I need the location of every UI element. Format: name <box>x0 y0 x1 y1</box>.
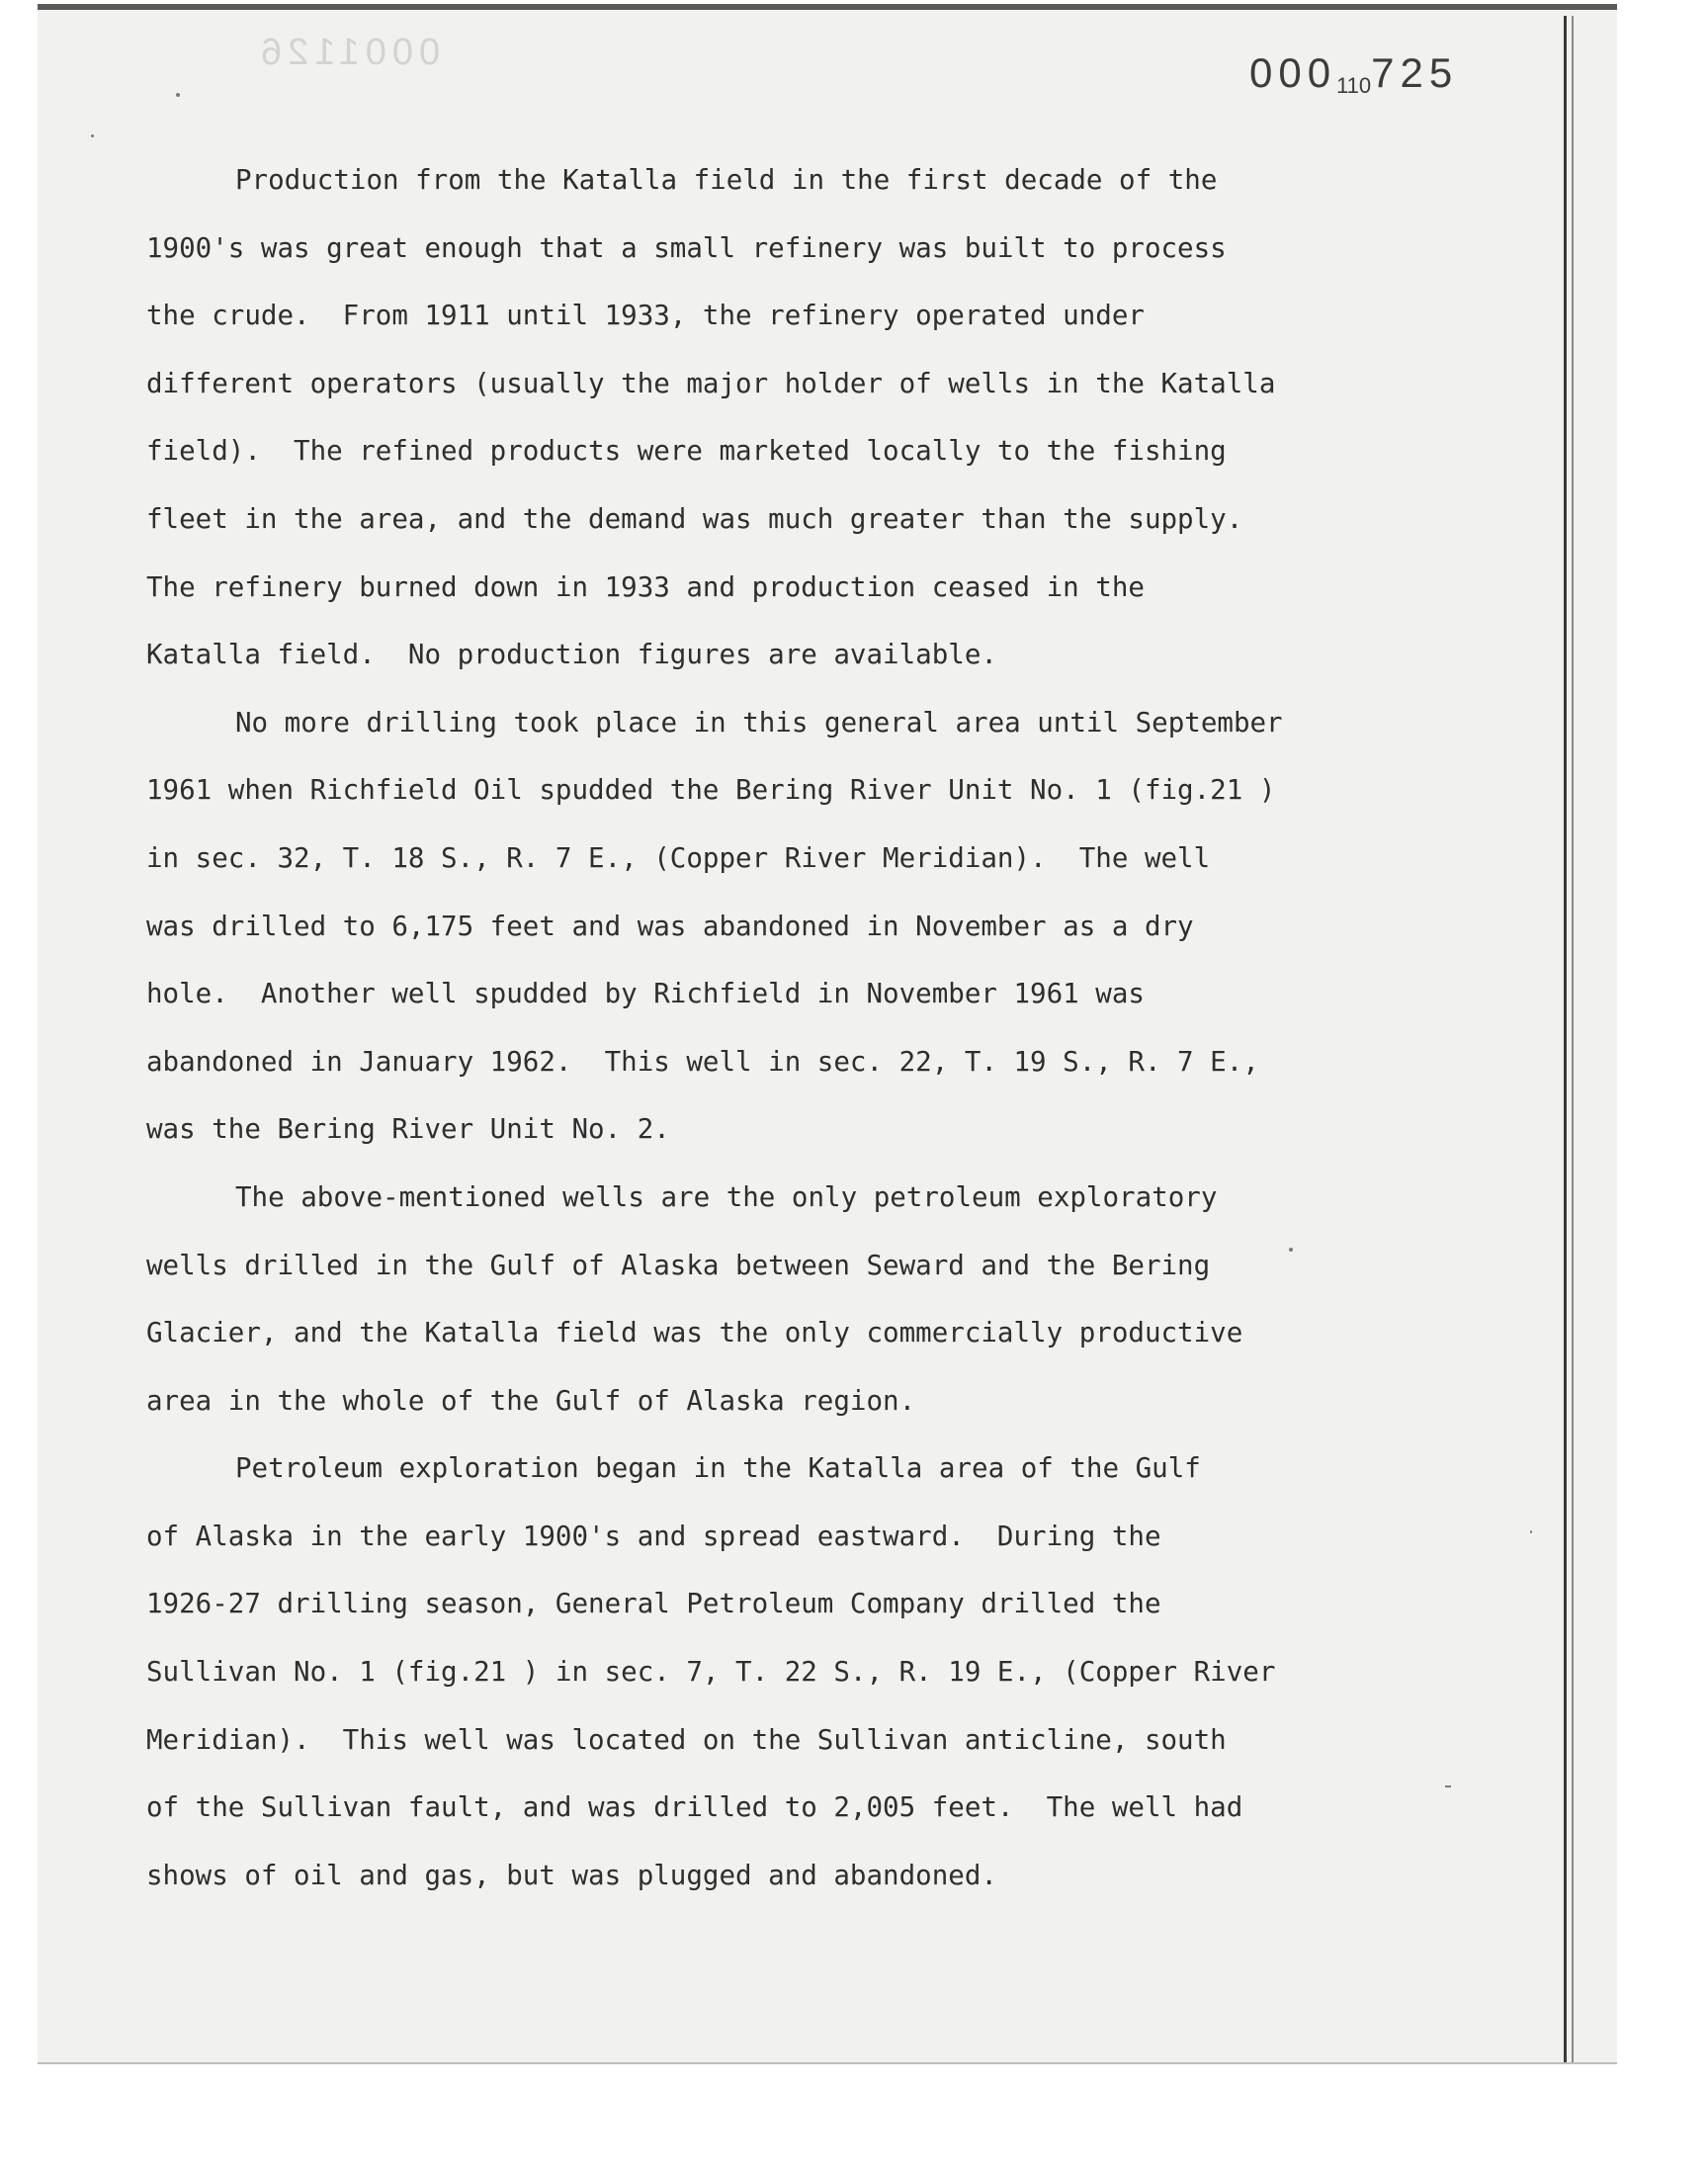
body-text <box>146 146 1332 1909</box>
page-number-small: 110 <box>1336 73 1372 98</box>
text-line: 1926-27 drilling season, General Petroleum Company drilled the <box>146 1588 1161 1620</box>
page-bottom-edge <box>38 2062 1617 2064</box>
scan-speck <box>91 134 94 137</box>
page-number-prefix: 000 <box>1249 49 1337 96</box>
scan-speck <box>1530 1530 1532 1533</box>
text-line: different operators (usually the major holder of wells in the Katalla <box>146 367 1276 399</box>
text-line: 1961 when Richfield Oil spudded the Bering River Unit No. 1 (fig.21 ) <box>146 774 1276 807</box>
text-line: was drilled to 6,175 feet and was abandoned in November as a dry <box>146 910 1194 942</box>
text-line: Sullivan No. 1 (fig.21 ) in sec. 7, T. 22 S., R. 19 E., (Copper River <box>146 1656 1276 1689</box>
scan-speck <box>176 93 180 97</box>
text-line: in sec. 32, T. 18 S., R. 7 E., (Copper River Meridian). The well <box>146 841 1211 874</box>
paragraph-4 <box>146 1435 1332 1909</box>
text-line: area in the whole of the Gulf of Alaska region. <box>146 1384 916 1417</box>
scan-speck <box>1289 1248 1293 1252</box>
text-line: Production from the Katalla field in the first decade of the <box>235 164 1218 196</box>
page-number-suffix: 725 <box>1371 49 1459 96</box>
scan-speck <box>1445 1785 1451 1787</box>
text-line: wells drilled in the Gulf of Alaska between Seward and the Bering <box>146 1249 1211 1281</box>
bleed-through-number: 0001126 <box>255 32 441 73</box>
text-line: of the Sullivan fault, and was drilled to 2,005 feet. The well had <box>146 1791 1243 1824</box>
text-line: of Alaska in the early 1900's and spread eastward. During the <box>146 1520 1161 1552</box>
text-line: was the Bering River Unit No. 2. <box>146 1113 670 1146</box>
text-line: hole. Another well spudded by Richfield in November 1961 was <box>146 978 1145 1010</box>
text-line: 1900's was great enough that a small refinery was built to process <box>146 231 1227 264</box>
page-number <box>1249 49 1458 99</box>
paragraph-2 <box>146 689 1332 1164</box>
text-line: The above-mentioned wells are the only petroleum exploratory <box>235 1180 1218 1213</box>
text-line: shows of oil and gas, but was plugged and abandoned. <box>146 1859 997 1891</box>
text-line: fleet in the area, and the demand was much greater than the supply. <box>146 502 1243 535</box>
paragraph-1 <box>146 146 1332 689</box>
text-line: the crude. From 1911 until 1933, the refinery operated under <box>146 300 1145 332</box>
text-line: Meridian). This well was located on the Sullivan anticline, south <box>146 1723 1227 1756</box>
text-line: Glacier, and the Katalla field was the only commercially productive <box>146 1317 1243 1349</box>
text-line: No more drilling took place in this general area until September <box>235 706 1283 739</box>
text-line: abandoned in January 1962. This well in sec. 22, T. 19 S., R. 7 E., <box>146 1045 1259 1078</box>
text-line: The refinery burned down in 1933 and production ceased in the <box>146 570 1145 603</box>
page-edge-shadow <box>1564 16 1567 2062</box>
paragraph-3 <box>146 1164 1332 1435</box>
text-line: Katalla field. No production figures are available. <box>146 639 997 671</box>
text-line: Petroleum exploration began in the Katalla area of the Gulf <box>235 1452 1201 1485</box>
text-line: field). The refined products were marketed locally to the fishing <box>146 435 1227 468</box>
page-edge-line <box>1572 16 1574 2062</box>
